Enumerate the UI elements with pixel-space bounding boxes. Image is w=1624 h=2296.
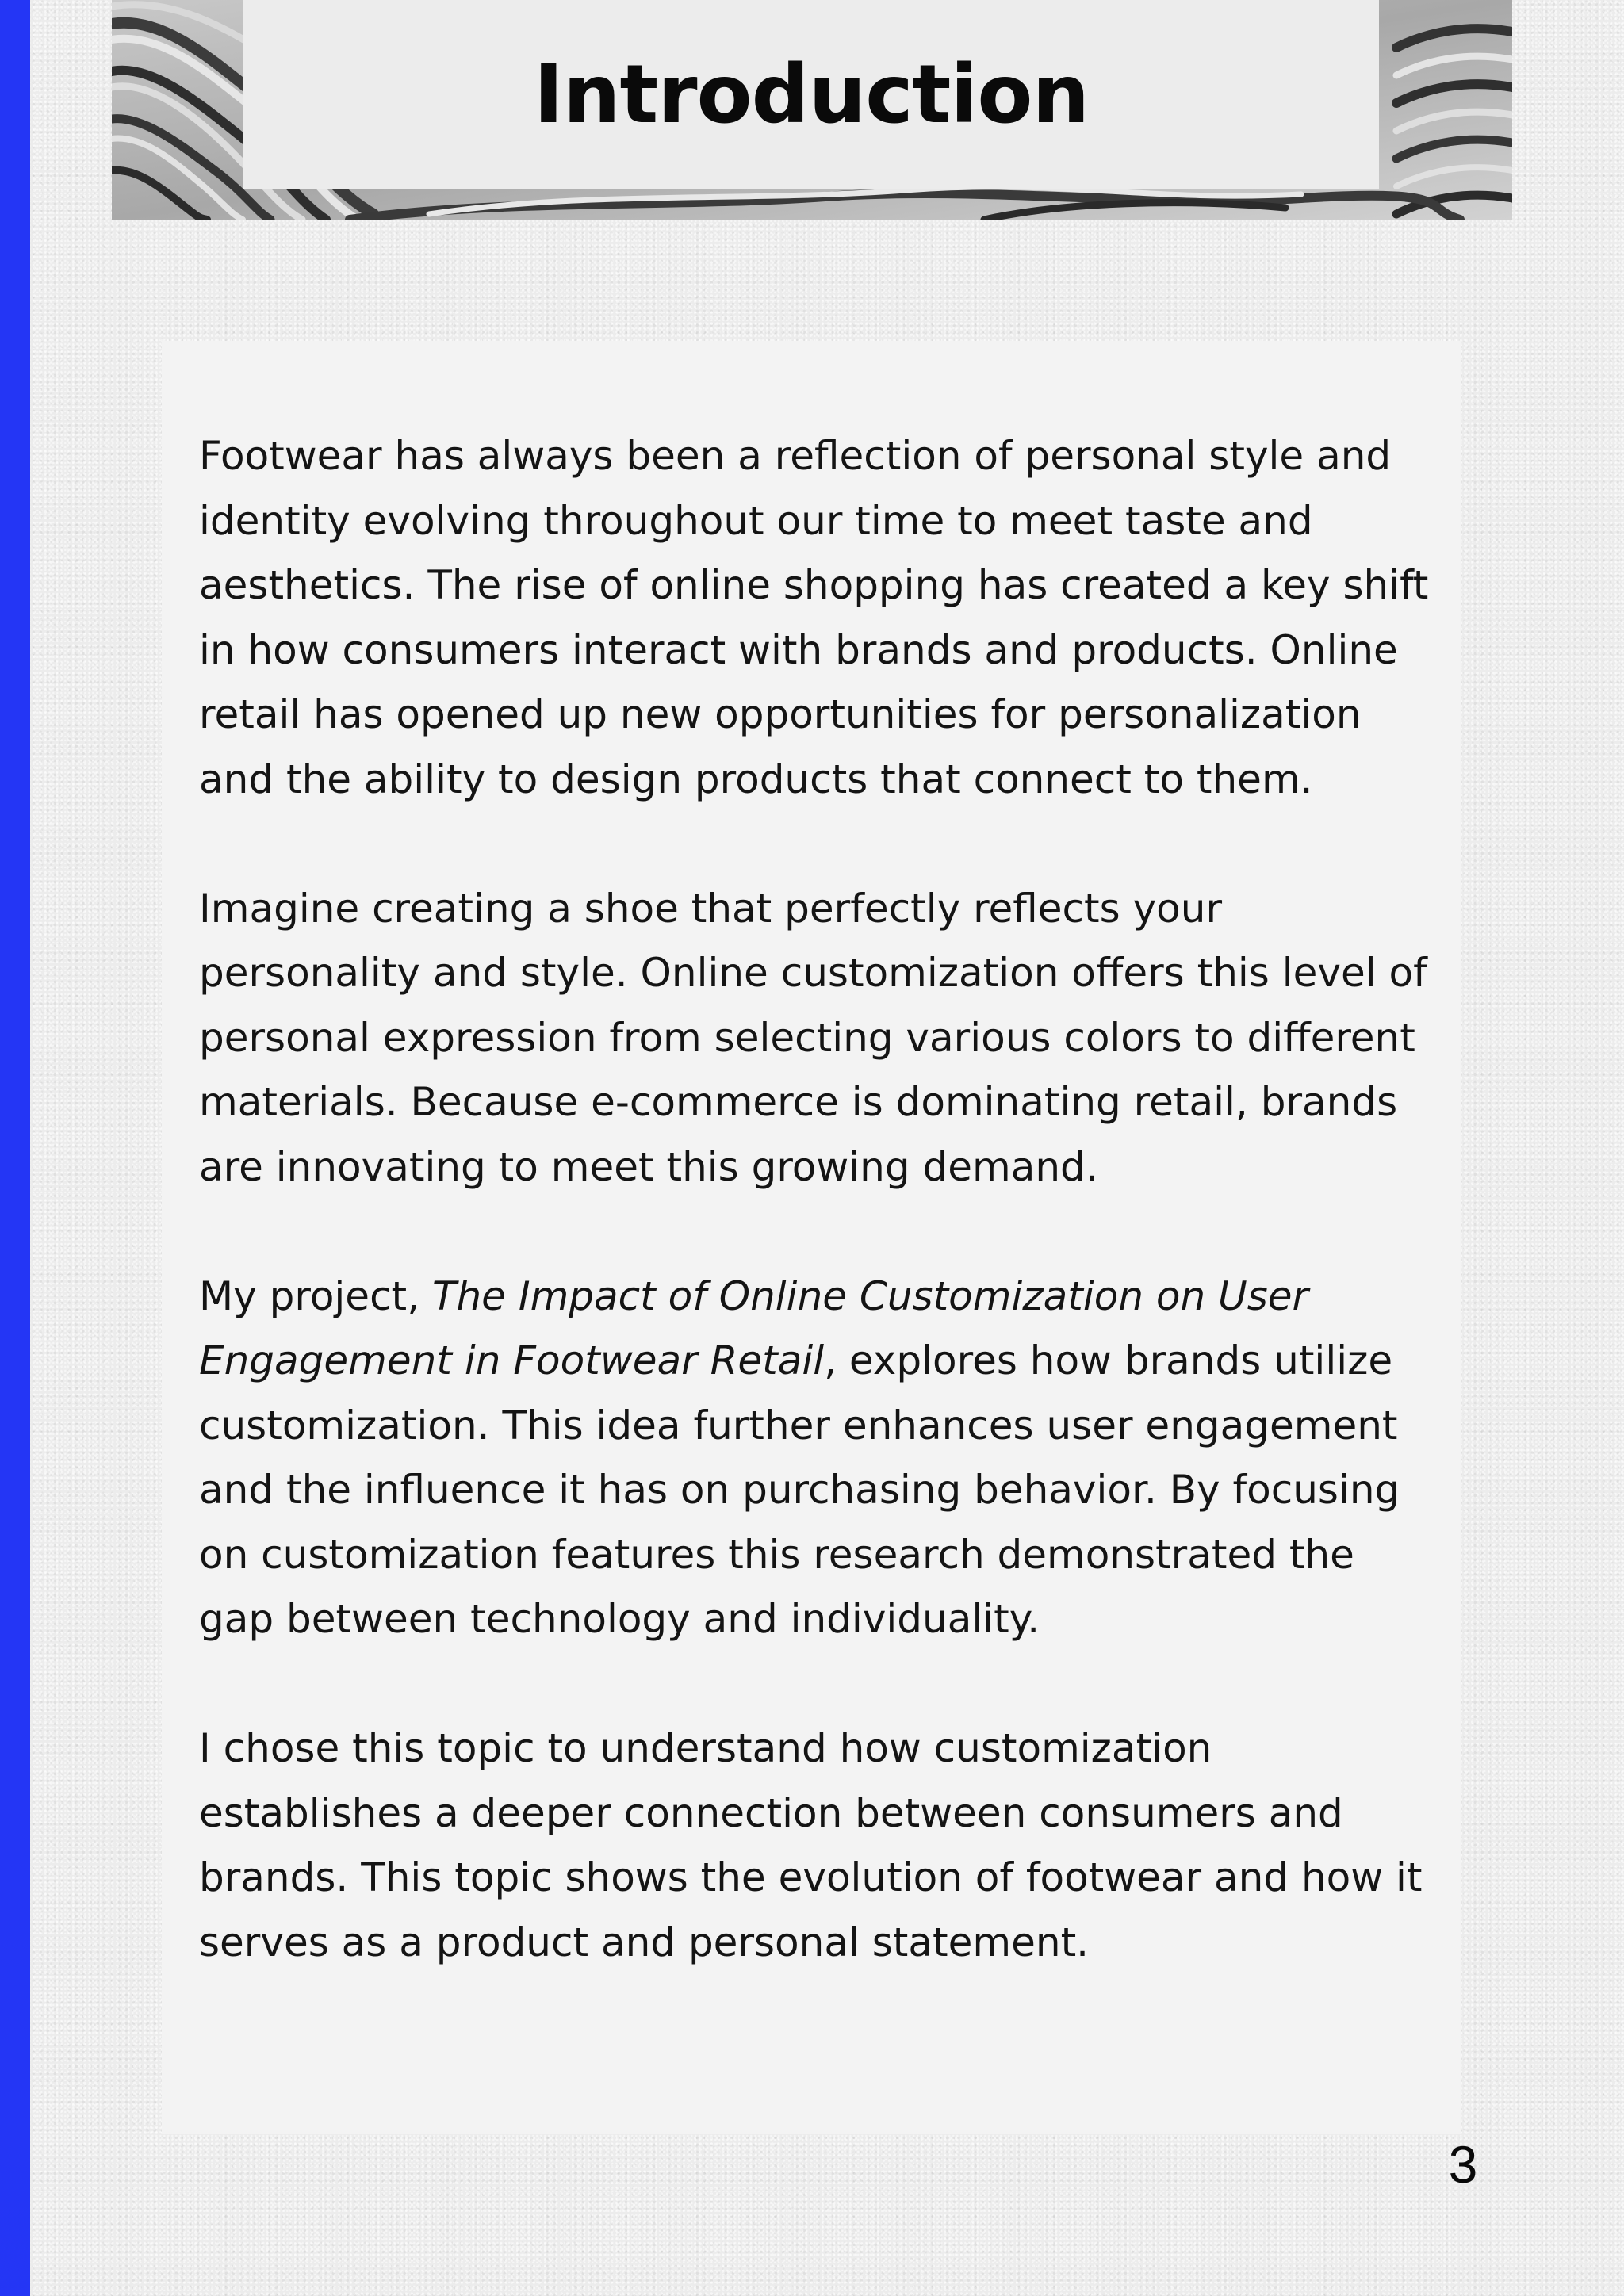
paragraph-3-intro: My project,	[199, 1272, 432, 1319]
paragraph-4: I chose this topic to understand how customization establishes a deeper connection between consumers and brands. This topic shows the evolution of footwear and how it serves as a product and personal statement.	[199, 1725, 1423, 1965]
page-number: 3	[1448, 2135, 1478, 2194]
paragraph-1: Footwear has always been a reflection of personal style and identity evolving throughout our time to meet taste and aesthetics. The rise of online shopping has created a key shift in how consumers interact with brands and products. Online retail has opened up new opportunities for personalization and the ability to design products that connect to them.	[199, 433, 1429, 802]
title-box	[243, 0, 1379, 189]
paragraph-3	[199, 1265, 1436, 1652]
accent-bar	[0, 0, 30, 2296]
body-text	[199, 424, 1436, 2040]
paragraph-2: Imagine creating a shoe that perfectly reflects your personality and style. Online customization offers this level of personal expression from selecting various colors to different materials. Because e-commerce is dominating retail, brands are innovating to meet this growing demand.	[199, 885, 1427, 1190]
project-title: The Impact of Online Customization on User Engagement in Footwear Retail	[199, 1272, 1309, 1383]
page-title: Introduction	[533, 47, 1090, 142]
paragraph-3-rest: , explores how brands utilize customization. This idea further enhances user engagement and the influence it has on purchasing behavior. By focusing on customization features this research demonstrated the gap between technology and individuality.	[199, 1337, 1400, 1642]
